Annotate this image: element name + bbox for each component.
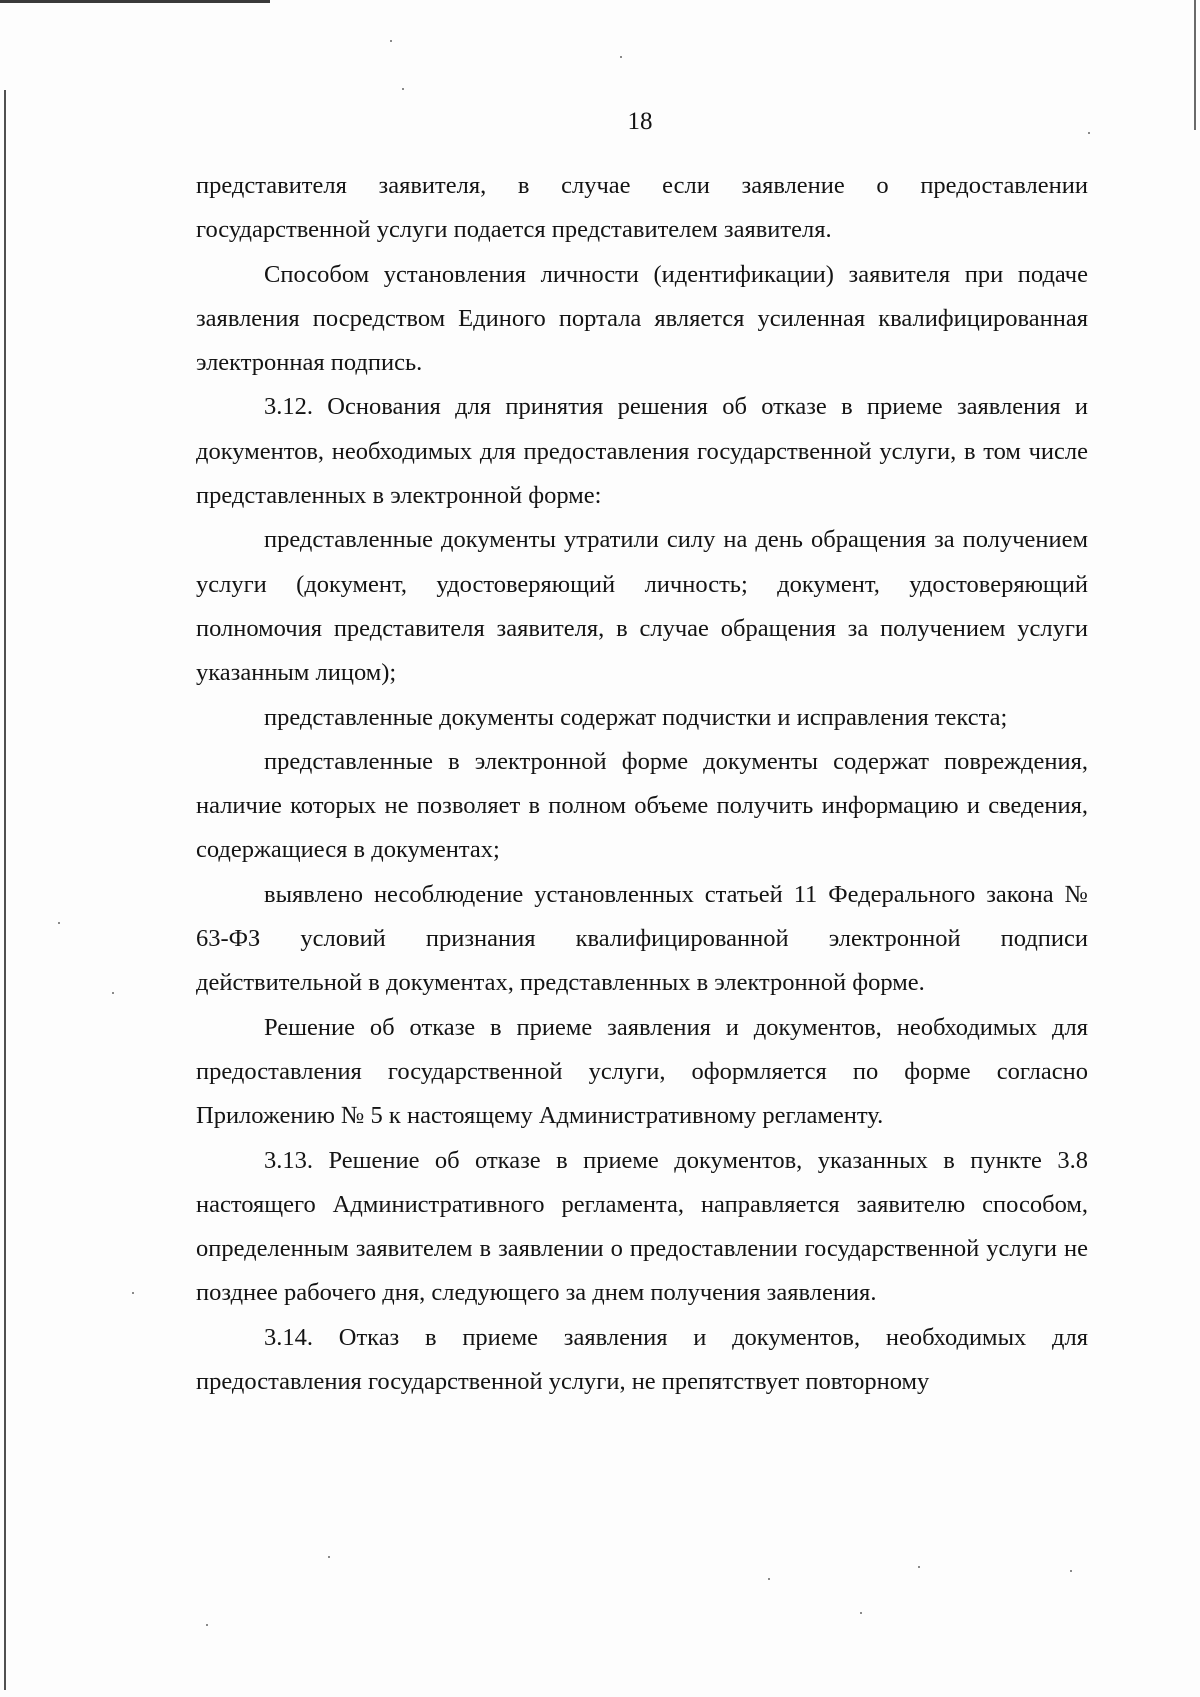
- paragraph-3-12: 3.12. Основания для принятия решения об отказе в приеме заявления и документов, необходимых для предоставления государственной услуги, в том числе представленных в электронной форме:: [196, 393, 1088, 510]
- scan-speck: [1088, 132, 1090, 134]
- scan-speck: [918, 1566, 920, 1568]
- paragraph-continuation: представителя заявителя, в случае если заявление о предоставлении государственной услуги подается представителем заявителя.: [196, 172, 1088, 244]
- scan-speck: [112, 992, 114, 994]
- paragraph-ground-signature: выявлено несоблюдение установленных статьей 11 Федерального закона № 63-ФЗ условий признания квалифицированной электронной подписи действительной в документах, представленных в электронной форме.: [196, 880, 1088, 997]
- scan-speck: [132, 1292, 134, 1294]
- paragraph-ground-damage: представленные в электронной форме документы содержат повреждения, наличие которых не позволяет в полном объеме получить информацию и сведения, содержащиеся в документах;: [196, 747, 1088, 864]
- scan-speck: [620, 56, 622, 58]
- paragraph-ground-expired: представленные документы утратили силу на день обращения за получением услуги (документ, удостоверяющий личность; документ, удостоверяющий полномочия представителя заявителя, в случае обращения за получением услуги указанным лицом);: [196, 526, 1088, 687]
- scan-speck: [1070, 1570, 1072, 1572]
- document-body: [196, 164, 1088, 1404]
- scan-speck: [402, 88, 404, 90]
- paragraph-3-13: 3.13. Решение об отказе в приеме документов, указанных в пункте 3.8 настоящего Административного регламента, направляется заявителю способом, определенным заявителем в заявлении о предоставлении государственной услуги не позднее рабочего дня, следующего за днем получения заявления.: [196, 1146, 1088, 1307]
- scan-speck: [58, 922, 60, 924]
- paragraph-3-14: 3.14. Отказ в приеме заявления и документов, необходимых для предоставления государственной услуги, не препятствует повторному: [196, 1323, 1088, 1396]
- scan-speck: [328, 1556, 330, 1558]
- scan-edge-top: [0, 0, 270, 3]
- scan-speck: [206, 1624, 208, 1626]
- scan-edge-left: [4, 90, 6, 1690]
- scan-speck: [768, 1578, 770, 1580]
- paragraph-ground-corrections: представленные документы содержат подчистки и исправления текста;: [264, 703, 1008, 731]
- paragraph-refusal-form: Решение об отказе в приеме заявления и документов, необходимых для предоставления государственной услуги, оформляется по форме согласно Приложению № 5 к настоящему Административному регламенту.: [196, 1013, 1088, 1130]
- scan-speck: [390, 40, 392, 42]
- scan-speck: [860, 1612, 862, 1614]
- page-number: 18: [627, 108, 653, 135]
- paragraph-identification: Способом установления личности (идентификации) заявителя при подаче заявления посредством Единого портала является усиленная квалифицированная электронная подпись.: [196, 260, 1088, 377]
